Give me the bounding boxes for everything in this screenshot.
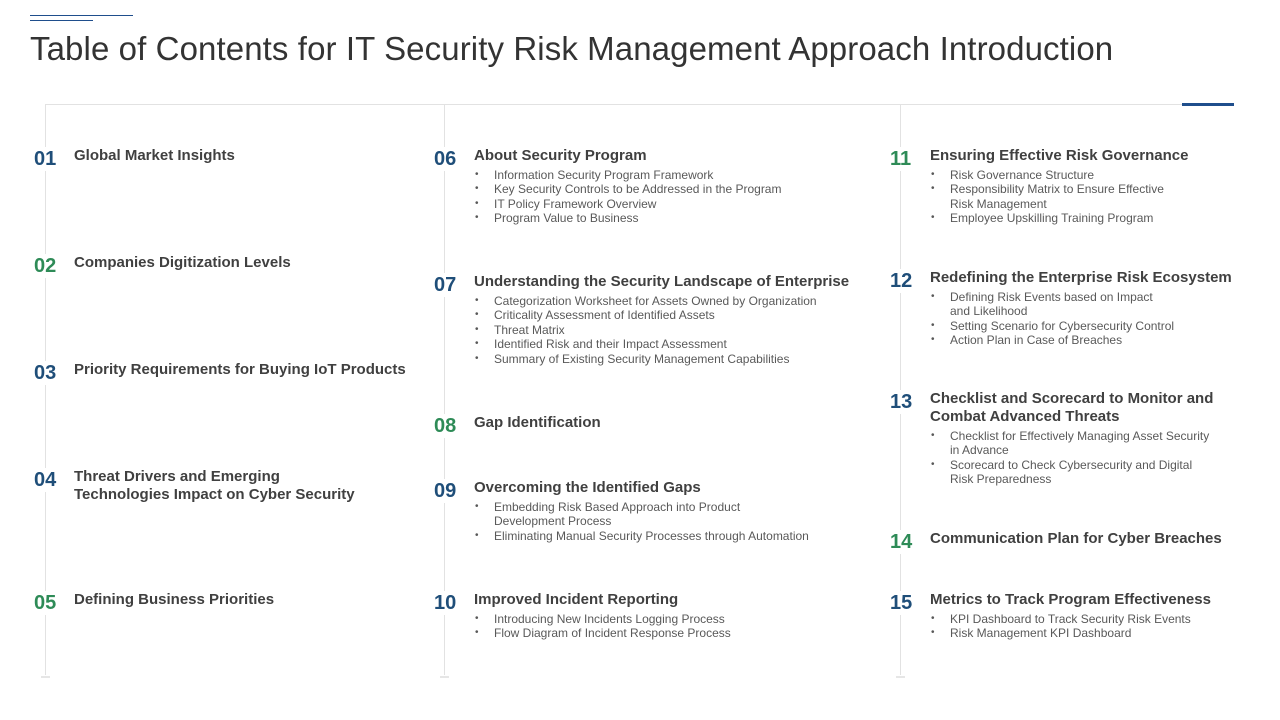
toc-number: 12 [890,269,922,293]
toc-number: 07 [434,273,466,297]
toc-subitem: • Criticality Assessment of Identified Assets [474,308,849,322]
toc-subitem: • Categorization Worksheet for Assets Owned by Organization [474,294,849,308]
toc-number: 06 [434,147,466,171]
toc-title: Understanding the Security Landscape of Enterprise [474,273,850,290]
toc-subitems [930,168,1188,226]
toc-subitem: • Key Security Controls to be Addressed in the Program [474,182,781,196]
toc-subitem: • KPI Dashboard to Track Security Risk Events [930,612,1211,626]
toc-subitems [474,612,731,641]
toc-title-line-2: Combat Advanced Threats [930,408,1120,425]
toc-subitem: • Threat Matrix [474,323,849,337]
toc-title: Global Market Insights [74,147,235,164]
toc-title: About Security Program [474,147,647,164]
toc-subitem: • IT Policy Framework Overview [474,197,781,211]
toc-subitem: • Information Security Program Framework [474,168,781,182]
toc-subitem-line: Risk Management [950,196,1047,211]
toc-subitem-line: Risk Preparedness [950,472,1052,487]
toc-number: 04 [34,468,66,492]
toc-subitem: • Risk Governance Structure [930,168,1188,182]
toc-title: Redefining the Enterprise Risk Ecosystem [930,269,1232,286]
top-accent-line [30,15,133,16]
toc-subitem-line: Checklist for Effectively Managing Asset Security [950,429,1210,443]
toc-subitems [930,612,1211,641]
toc-subitem-line: and Likelihood [950,304,1028,319]
toc-title: Companies Digitization Levels [74,254,291,271]
column-1-timeline [45,105,46,675]
toc-number: 03 [34,361,66,385]
toc-title-line-1: Checklist and Scorecard to Monitor and [930,390,1214,407]
toc-title: Improved Incident Reporting [474,591,679,608]
toc-subitem [930,458,1213,487]
toc-subitems [474,294,849,366]
toc-title: Metrics to Track Program Effectiveness [930,591,1211,608]
top-accent-line-short [30,20,93,21]
toc-subitem-line: Scorecard to Check Cybersecurity and Digital [950,457,1193,472]
toc-subitem: • Identified Risk and their Impact Assessment [474,337,849,351]
toc-title: Gap Identification [474,414,601,431]
toc-subitem-line: in Advance [950,443,1009,458]
toc-title-line-2: Technologies Impact on Cyber Security [74,486,355,503]
toc-subitem-line: Embedding Risk Based Approach into Product [494,500,741,514]
toc-number: 08 [434,414,466,438]
toc-title: Ensuring Effective Risk Governance [930,147,1189,164]
column-2-timeline [444,105,445,675]
header-divider [45,104,1233,105]
toc-subitem: • Employee Upskilling Training Program [930,211,1188,225]
toc-number: 09 [434,479,466,503]
toc-subitem: • Setting Scenario for Cybersecurity Control [930,319,1232,333]
toc-number: 10 [434,591,466,615]
toc-number: 02 [34,254,66,278]
toc-subitem-line: Responsibility Matrix to Ensure Effective [950,182,1164,197]
page-title: Table of Contents for IT Security Risk Management Approach Introduction [30,30,1114,67]
toc-title: Defining Business Priorities [74,591,275,608]
toc-subitem: • Summary of Existing Security Management Capabilities [474,352,849,366]
toc-subitems [474,168,781,226]
toc-title: Overcoming the Identified Gaps [474,479,701,496]
toc-title-line-1: Threat Drivers and Emerging [74,468,280,485]
toc-title: Communication Plan for Cyber Breaches [930,530,1222,547]
toc-subitem [930,290,1232,319]
toc-number: 11 [890,147,922,171]
header-divider-accent [1182,103,1234,106]
toc-number: 13 [890,390,922,414]
toc-number: 05 [34,591,66,615]
toc-subitem: • Risk Management KPI Dashboard [930,626,1211,640]
toc-subitem: • Introducing New Incidents Logging Process [474,612,731,626]
toc-title: Priority Requirements for Buying IoT Products [74,361,406,378]
toc-number: 15 [890,591,922,615]
toc-subitem-line: Development Process [494,514,612,529]
toc-subitems [930,290,1232,348]
toc-subitem: • Eliminating Manual Security Processes through Automation [474,529,809,543]
toc-number: 01 [34,147,66,171]
toc-subitem: • Action Plan in Case of Breaches [930,333,1232,347]
toc-subitem-line: Defining Risk Events based on Impact [950,290,1153,304]
toc-subitem: • Flow Diagram of Incident Response Process [474,626,731,640]
toc-subitem [474,500,809,529]
toc-subitem: • Program Value to Business [474,211,781,225]
toc-subitems [474,500,809,543]
toc-subitems [930,429,1213,487]
toc-number: 14 [890,530,922,554]
toc-subitem [930,429,1213,458]
toc-subitem [930,182,1188,211]
